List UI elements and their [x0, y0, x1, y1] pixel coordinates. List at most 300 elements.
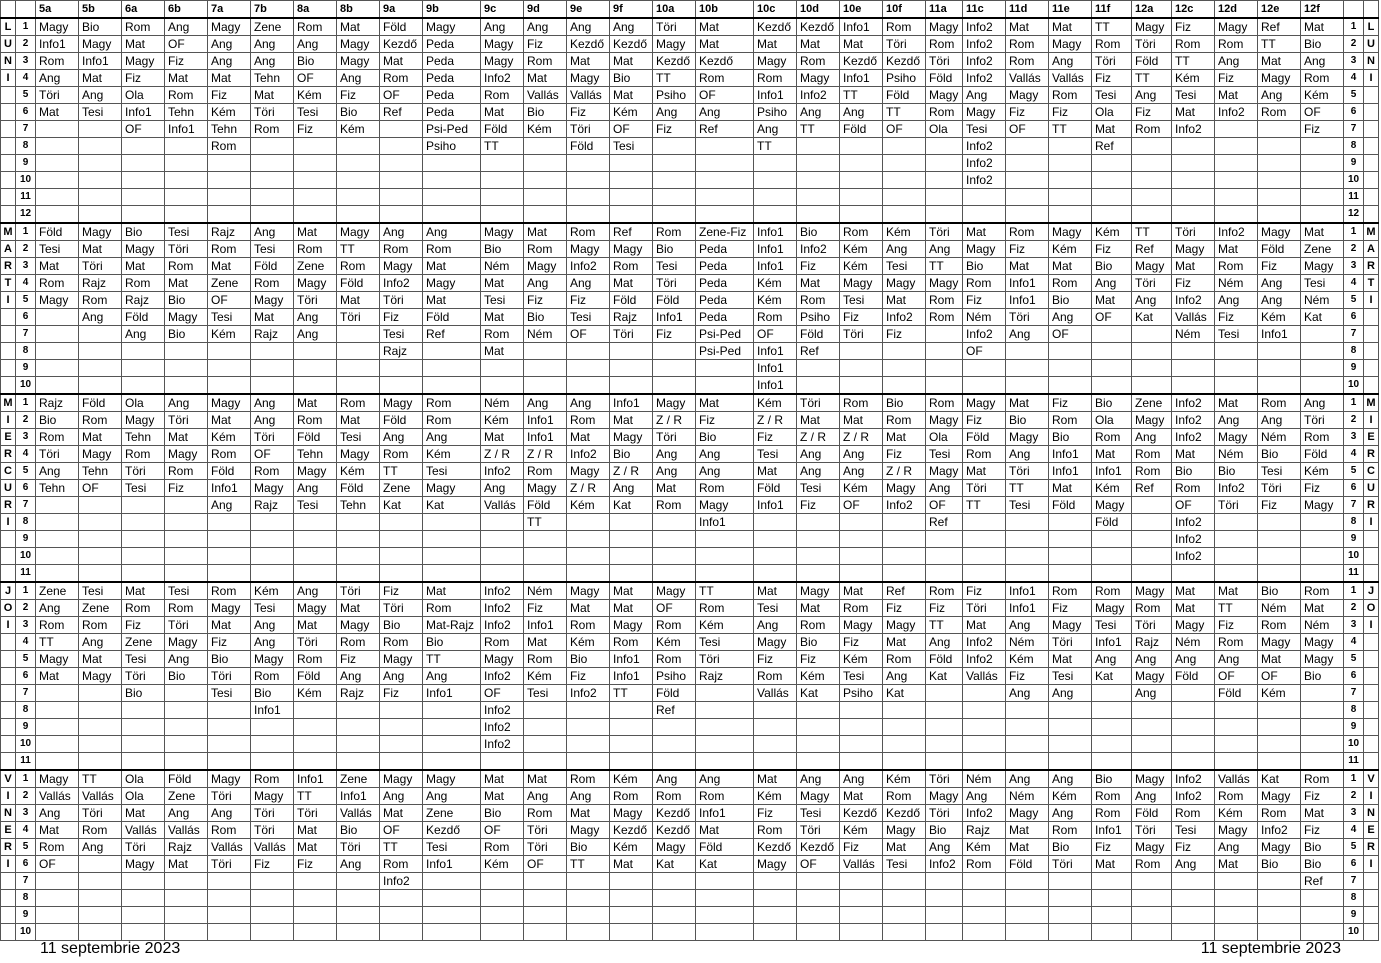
lesson-cell: Töri	[337, 582, 380, 600]
class-header: 11a	[926, 1, 963, 19]
lesson-cell: Info2	[963, 53, 1006, 70]
lesson-cell	[1049, 360, 1092, 377]
lesson-cell	[524, 377, 567, 395]
lesson-cell	[1049, 531, 1092, 548]
lesson-cell: Bio	[165, 668, 208, 685]
lesson-cell: Magy	[926, 87, 963, 104]
period-row	[1, 685, 1379, 702]
lesson-cell: Tesi	[754, 600, 797, 617]
lesson-cell	[840, 172, 883, 189]
lesson-cell	[79, 531, 122, 548]
lesson-cell: Info2	[883, 309, 926, 326]
day-letter: R	[1364, 839, 1379, 856]
day-letter: I	[1, 617, 16, 634]
lesson-cell: Mat	[165, 856, 208, 873]
lesson-cell	[963, 753, 1006, 771]
lesson-cell: Rom	[423, 241, 481, 258]
lesson-cell: Bio	[251, 685, 294, 702]
lesson-cell	[1301, 326, 1344, 343]
day-letter: M	[1364, 394, 1379, 412]
lesson-cell	[610, 360, 653, 377]
lesson-cell	[963, 206, 1006, 224]
lesson-cell	[1092, 360, 1132, 377]
lesson-cell	[165, 548, 208, 565]
lesson-cell	[524, 172, 567, 189]
lesson-cell	[122, 890, 165, 907]
lesson-cell: Kém	[337, 121, 380, 138]
lesson-cell: Kém	[653, 634, 696, 651]
lesson-cell: Tesi	[1301, 275, 1344, 292]
lesson-cell	[696, 189, 754, 206]
lesson-cell	[165, 360, 208, 377]
lesson-cell: OF	[696, 87, 754, 104]
lesson-cell: Magy	[1092, 600, 1132, 617]
lesson-cell: Rom	[122, 275, 165, 292]
lesson-cell	[481, 548, 524, 565]
lesson-cell	[36, 206, 79, 224]
lesson-cell	[380, 377, 423, 395]
lesson-cell: Tesi	[797, 480, 840, 497]
lesson-cell	[797, 138, 840, 155]
lesson-cell: Ang	[1049, 685, 1092, 702]
lesson-cell: Rom	[208, 582, 251, 600]
lesson-cell	[79, 172, 122, 189]
lesson-cell: Mat	[696, 18, 754, 36]
lesson-cell: Fiz	[122, 617, 165, 634]
day-letter	[1364, 634, 1379, 651]
lesson-cell: Mat	[797, 412, 840, 429]
lesson-cell: Rom	[337, 258, 380, 275]
lesson-cell	[1172, 890, 1215, 907]
lesson-cell: Ola	[926, 121, 963, 138]
period-number: 2	[16, 600, 36, 617]
lesson-cell: Ang	[1006, 326, 1049, 343]
lesson-cell: Föld	[1132, 805, 1172, 822]
lesson-cell: TT	[380, 463, 423, 480]
lesson-cell	[380, 565, 423, 583]
lesson-cell: Magy	[567, 582, 610, 600]
lesson-cell: Rajz	[1132, 634, 1172, 651]
period-number: 3	[1344, 805, 1364, 822]
lesson-cell: Föld	[1172, 668, 1215, 685]
lesson-cell	[122, 565, 165, 583]
lesson-cell	[610, 890, 653, 907]
lesson-cell	[840, 514, 883, 531]
lesson-cell: Fiz	[1006, 104, 1049, 121]
lesson-cell: TT	[36, 634, 79, 651]
lesson-cell	[380, 907, 423, 924]
day-letter: U	[1364, 480, 1379, 497]
lesson-cell	[1215, 907, 1258, 924]
lesson-cell	[610, 702, 653, 719]
lesson-cell: Magy	[165, 309, 208, 326]
lesson-cell: Fiz	[337, 651, 380, 668]
lesson-cell: Tesi	[1172, 87, 1215, 104]
lesson-cell	[36, 514, 79, 531]
lesson-cell	[524, 548, 567, 565]
lesson-cell	[122, 155, 165, 172]
lesson-cell	[797, 548, 840, 565]
lesson-cell	[610, 172, 653, 189]
lesson-cell	[653, 753, 696, 771]
lesson-cell: Bio	[1092, 770, 1132, 788]
lesson-cell: TT	[1172, 53, 1215, 70]
lesson-cell: Ném	[524, 326, 567, 343]
period-number: 11	[16, 189, 36, 206]
period-number: 1	[1344, 18, 1364, 36]
lesson-cell: Mat	[1006, 18, 1049, 36]
lesson-cell: Info2	[1172, 514, 1215, 531]
lesson-cell	[208, 753, 251, 771]
lesson-cell: Töri	[1172, 223, 1215, 241]
lesson-cell: Fiz	[524, 36, 567, 53]
lesson-cell: Mat	[1301, 18, 1344, 36]
lesson-cell	[380, 736, 423, 753]
lesson-cell: Fiz	[1215, 617, 1258, 634]
lesson-cell	[1301, 565, 1344, 583]
period-number: 6	[1344, 668, 1364, 685]
lesson-cell: Rom	[251, 668, 294, 685]
lesson-cell: Töri	[797, 394, 840, 412]
lesson-cell	[122, 377, 165, 395]
lesson-cell: Info2	[1215, 223, 1258, 241]
lesson-cell: Rom	[380, 241, 423, 258]
lesson-cell: Rajz	[251, 326, 294, 343]
period-row	[1, 446, 1379, 463]
lesson-cell	[79, 138, 122, 155]
lesson-cell: Magy	[1172, 241, 1215, 258]
lesson-cell: Magy	[1049, 617, 1092, 634]
lesson-cell: Fiz	[1172, 839, 1215, 856]
lesson-cell: Kezdő	[610, 822, 653, 839]
lesson-cell: Rom	[251, 770, 294, 788]
lesson-cell: Rom	[294, 412, 337, 429]
lesson-cell: Fiz	[963, 582, 1006, 600]
lesson-cell: Ang	[423, 668, 481, 685]
lesson-cell	[883, 343, 926, 360]
lesson-cell: Ang	[481, 18, 524, 36]
lesson-cell: Ref	[926, 514, 963, 531]
lesson-cell: Ang	[1132, 685, 1172, 702]
lesson-cell	[524, 924, 567, 941]
lesson-cell: TT	[963, 497, 1006, 514]
lesson-cell	[380, 155, 423, 172]
lesson-cell	[1092, 343, 1132, 360]
lesson-cell: Mat	[610, 412, 653, 429]
lesson-cell: Kezdő	[840, 805, 883, 822]
lesson-cell: Kém	[208, 104, 251, 121]
lesson-cell: Töri	[1006, 463, 1049, 480]
lesson-cell	[567, 189, 610, 206]
period-number: 11	[1344, 753, 1364, 771]
lesson-cell: Rom	[963, 275, 1006, 292]
lesson-cell: Ang	[1258, 292, 1301, 309]
lesson-cell: Kém	[524, 668, 567, 685]
lesson-cell: Rom	[653, 788, 696, 805]
lesson-cell: Mat	[1092, 446, 1132, 463]
lesson-cell: Ang	[1092, 651, 1132, 668]
lesson-cell	[567, 924, 610, 941]
lesson-cell: Kezdő	[840, 53, 883, 70]
period-number: 8	[16, 702, 36, 719]
period-number: 10	[1344, 377, 1364, 395]
lesson-cell: Fiz	[294, 121, 337, 138]
lesson-cell	[963, 548, 1006, 565]
lesson-cell: Mat	[524, 223, 567, 241]
lesson-cell: Ang	[1172, 856, 1215, 873]
day-letter	[1364, 121, 1379, 138]
lesson-cell: Magy	[36, 651, 79, 668]
lesson-cell: Kezdő	[754, 839, 797, 856]
lesson-cell: Ola	[122, 770, 165, 788]
period-row	[1, 617, 1379, 634]
lesson-cell: Ref	[1258, 18, 1301, 36]
lesson-cell	[754, 736, 797, 753]
lesson-cell	[840, 377, 883, 395]
lesson-cell	[294, 155, 337, 172]
lesson-cell	[79, 514, 122, 531]
lesson-cell	[122, 138, 165, 155]
lesson-cell	[610, 548, 653, 565]
lesson-cell	[883, 514, 926, 531]
lesson-cell	[423, 890, 481, 907]
lesson-cell: Magy	[208, 18, 251, 36]
lesson-cell: Rom	[79, 412, 122, 429]
lesson-cell	[754, 548, 797, 565]
lesson-cell	[1215, 155, 1258, 172]
class-header: 9d	[524, 1, 567, 19]
lesson-cell: Rom	[797, 53, 840, 70]
lesson-cell	[840, 138, 883, 155]
lesson-cell: OF	[122, 121, 165, 138]
lesson-cell	[567, 377, 610, 395]
period-number: 6	[1344, 480, 1364, 497]
lesson-cell: Rom	[380, 856, 423, 873]
lesson-cell: Magy	[926, 412, 963, 429]
lesson-cell: Fiz	[1092, 70, 1132, 87]
lesson-cell: Magy	[380, 651, 423, 668]
lesson-cell: TT	[337, 241, 380, 258]
lesson-cell: OF	[754, 326, 797, 343]
lesson-cell	[1301, 155, 1344, 172]
day-letter: O	[1, 600, 16, 617]
lesson-cell: Mat	[481, 429, 524, 446]
lesson-cell	[653, 736, 696, 753]
lesson-cell	[1172, 343, 1215, 360]
lesson-cell: Rom	[1092, 36, 1132, 53]
lesson-cell: Rom	[294, 651, 337, 668]
day-letter	[1, 138, 16, 155]
lesson-cell	[963, 924, 1006, 941]
day-letter	[1, 121, 16, 138]
lesson-cell	[840, 890, 883, 907]
lesson-cell	[1258, 360, 1301, 377]
lesson-cell: Magy	[36, 18, 79, 36]
period-row	[1, 463, 1379, 480]
lesson-cell	[165, 753, 208, 771]
lesson-cell: Kat	[1301, 309, 1344, 326]
lesson-cell: Töri	[337, 309, 380, 326]
period-number: 6	[16, 856, 36, 873]
lesson-cell: Bio	[380, 617, 423, 634]
lesson-cell: Vallás	[840, 856, 883, 873]
lesson-cell: Fiz	[754, 429, 797, 446]
period-number: 4	[1344, 275, 1364, 292]
lesson-cell	[294, 873, 337, 890]
lesson-cell: Magy	[1049, 223, 1092, 241]
lesson-cell	[1172, 138, 1215, 155]
lesson-cell	[926, 326, 963, 343]
lesson-cell	[1092, 565, 1132, 583]
period-number: 6	[16, 668, 36, 685]
lesson-cell	[883, 360, 926, 377]
lesson-cell	[610, 924, 653, 941]
period-number: 3	[16, 258, 36, 275]
lesson-cell	[1258, 702, 1301, 719]
lesson-cell	[79, 360, 122, 377]
period-number: 8	[1344, 890, 1364, 907]
lesson-cell: Magy	[481, 53, 524, 70]
lesson-cell	[653, 360, 696, 377]
lesson-cell: Töri	[1006, 309, 1049, 326]
lesson-cell	[1006, 206, 1049, 224]
lesson-cell	[165, 685, 208, 702]
lesson-cell: Vallás	[1049, 70, 1092, 87]
lesson-cell	[840, 753, 883, 771]
lesson-cell	[208, 890, 251, 907]
lesson-cell: Rom	[36, 617, 79, 634]
lesson-cell: Föld	[251, 258, 294, 275]
lesson-cell	[1301, 531, 1344, 548]
lesson-cell: Bio	[567, 651, 610, 668]
lesson-cell: Magy	[1172, 617, 1215, 634]
lesson-cell: Info2	[481, 668, 524, 685]
lesson-cell: Tesi	[1092, 617, 1132, 634]
lesson-cell: Magy	[1215, 429, 1258, 446]
lesson-cell	[754, 719, 797, 736]
lesson-cell: Ang	[208, 805, 251, 822]
lesson-cell: Rajz	[380, 343, 423, 360]
lesson-cell: Töri	[1049, 856, 1092, 873]
lesson-cell: Fiz	[524, 600, 567, 617]
period-row	[1, 53, 1379, 70]
lesson-cell	[1258, 873, 1301, 890]
lesson-cell	[294, 548, 337, 565]
lesson-cell: Zene	[337, 770, 380, 788]
period-number: 2	[1344, 600, 1364, 617]
lesson-cell	[883, 924, 926, 941]
lesson-cell: Tesi	[337, 429, 380, 446]
lesson-cell	[1215, 121, 1258, 138]
lesson-cell: Info2	[963, 634, 1006, 651]
lesson-cell: Mat	[1215, 856, 1258, 873]
lesson-cell: Magy	[251, 292, 294, 309]
lesson-cell	[79, 907, 122, 924]
period-number: 10	[16, 924, 36, 941]
lesson-cell	[251, 719, 294, 736]
period-row	[1, 856, 1379, 873]
lesson-cell: Töri	[797, 822, 840, 839]
lesson-cell	[208, 548, 251, 565]
period-number: 4	[16, 70, 36, 87]
lesson-cell: Ang	[926, 241, 963, 258]
lesson-cell: Mat	[481, 104, 524, 121]
lesson-cell	[1172, 736, 1215, 753]
lesson-cell: Rom	[696, 70, 754, 87]
lesson-cell: TT	[840, 87, 883, 104]
lesson-cell	[251, 565, 294, 583]
lesson-cell	[653, 343, 696, 360]
lesson-cell: Mat	[1172, 104, 1215, 121]
lesson-cell: Kém	[754, 275, 797, 292]
period-row	[1, 326, 1379, 343]
lesson-cell	[79, 343, 122, 360]
lesson-cell: Kém	[1049, 241, 1092, 258]
lesson-cell: Peda	[696, 275, 754, 292]
period-number: 2	[1344, 412, 1364, 429]
lesson-cell: Rom	[36, 429, 79, 446]
lesson-cell	[481, 890, 524, 907]
period-number: 8	[16, 343, 36, 360]
lesson-cell: Mat	[294, 839, 337, 856]
lesson-cell	[963, 189, 1006, 206]
period-number: 5	[16, 87, 36, 104]
period-row	[1, 719, 1379, 736]
lesson-cell: Vallás	[481, 497, 524, 514]
footer-date-left: 11 septembrie 2023	[40, 940, 181, 957]
lesson-cell: Bio	[883, 394, 926, 412]
lesson-cell: Mat	[122, 36, 165, 53]
lesson-cell: Mat	[294, 223, 337, 241]
day-letter: N	[1364, 53, 1379, 70]
day-letter: V	[1364, 770, 1379, 788]
lesson-cell: Magy	[1132, 582, 1172, 600]
lesson-cell	[36, 138, 79, 155]
lesson-cell: Tehn	[122, 429, 165, 446]
lesson-cell	[208, 873, 251, 890]
lesson-cell: Rom	[481, 326, 524, 343]
lesson-cell: Rom	[165, 600, 208, 617]
lesson-cell: Föld	[36, 223, 79, 241]
period-number: 2	[1344, 788, 1364, 805]
lesson-cell	[883, 702, 926, 719]
lesson-cell: Info1	[423, 856, 481, 873]
lesson-cell: Psiho	[653, 668, 696, 685]
lesson-cell	[1215, 360, 1258, 377]
lesson-cell	[36, 890, 79, 907]
lesson-cell	[423, 924, 481, 941]
period-row	[1, 309, 1379, 326]
lesson-cell: Töri	[926, 805, 963, 822]
lesson-cell: Rom	[797, 292, 840, 309]
day-letter	[1, 309, 16, 326]
lesson-cell	[1092, 890, 1132, 907]
lesson-cell	[963, 685, 1006, 702]
lesson-cell	[696, 924, 754, 941]
lesson-cell	[653, 172, 696, 189]
lesson-cell: Fiz	[963, 292, 1006, 309]
lesson-cell: Magy	[1301, 651, 1344, 668]
class-header: 6b	[165, 1, 208, 19]
lesson-cell: Magy	[653, 36, 696, 53]
lesson-cell	[1049, 890, 1092, 907]
lesson-cell	[840, 924, 883, 941]
lesson-cell: Ang	[797, 463, 840, 480]
period-row	[1, 360, 1379, 377]
lesson-cell	[1301, 753, 1344, 771]
lesson-cell: Rom	[165, 87, 208, 104]
period-row	[1, 565, 1379, 583]
